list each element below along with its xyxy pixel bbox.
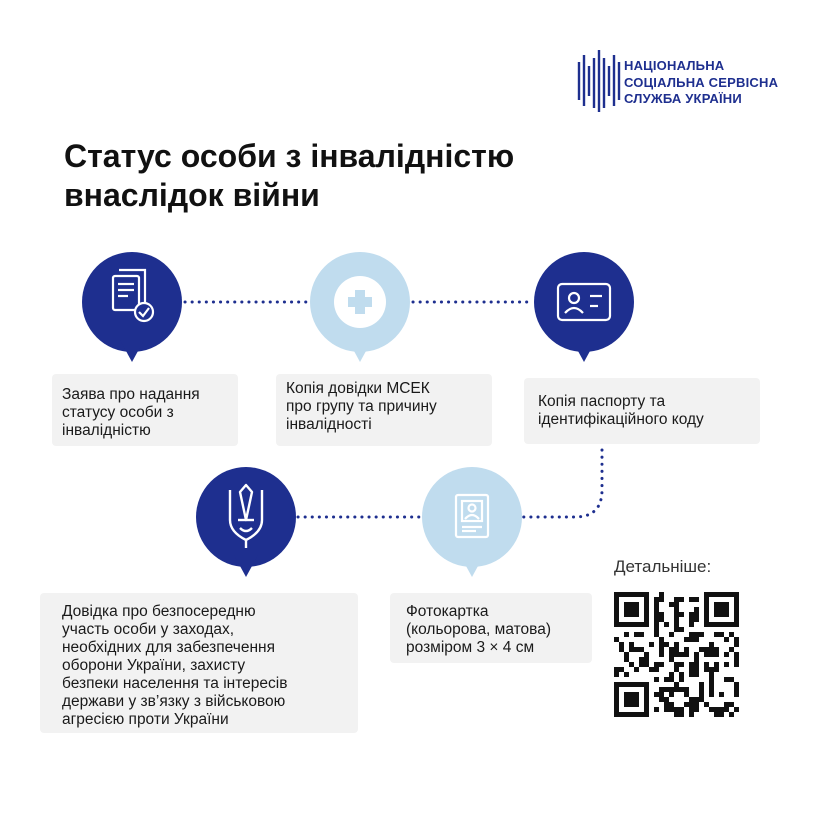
more-details-label: Детальніше: (614, 557, 712, 576)
card-line: безпеки населення та інтересів (62, 675, 288, 692)
card-line: Заява про надання (62, 386, 200, 403)
bubble-certificate (196, 467, 296, 577)
card-line: Фотокартка (406, 603, 489, 620)
card-line: інвалідністю (62, 422, 151, 439)
card-line: участь особи у заходах, (62, 621, 235, 638)
bubble-photo (422, 467, 522, 577)
card-line: розміром 3 × 4 см (406, 639, 535, 656)
card-passport (524, 378, 760, 444)
card-line: оборони України, захисту (62, 657, 246, 674)
card-line: (кольорова, матова) (406, 621, 551, 638)
org-name-line: СОЦІАЛЬНА СЕРВІСНА (624, 74, 779, 90)
card-certificate (40, 593, 358, 733)
card-line: статусу особи з (62, 404, 174, 421)
card-photo (390, 593, 592, 663)
nssu-logo-icon (579, 50, 619, 112)
card-line: про групу та причину (286, 398, 437, 415)
card-line: агресією проти України (62, 711, 229, 728)
bubble-passport (534, 252, 634, 362)
medical-cross-icon (334, 276, 386, 328)
card-line: Копія паспорту та (538, 393, 666, 410)
card-msek (276, 374, 492, 446)
card-line: інвалідності (286, 416, 372, 433)
card-line: необхідних для забезпечення (62, 639, 275, 656)
org-name (624, 58, 778, 108)
card-application (52, 374, 238, 446)
bubble-msek (310, 252, 410, 362)
org-name-line: НАЦІОНАЛЬНА (624, 58, 725, 73)
bubble-application (82, 252, 182, 362)
card-line: Довідка про безпосередню (62, 603, 256, 620)
page-title (64, 137, 624, 215)
qr-code (614, 592, 739, 717)
card-line: ідентифікаційного коду (538, 411, 704, 428)
card-line: держави у зв’язку з військовою (62, 693, 286, 710)
title-line: Статус особи з інвалідністю (64, 138, 515, 174)
org-name-line: СЛУЖБА УКРАЇНИ (624, 91, 742, 106)
card-line: Копія довідки МСЕК (286, 380, 430, 397)
title-line: внаслідок війни (64, 177, 320, 213)
